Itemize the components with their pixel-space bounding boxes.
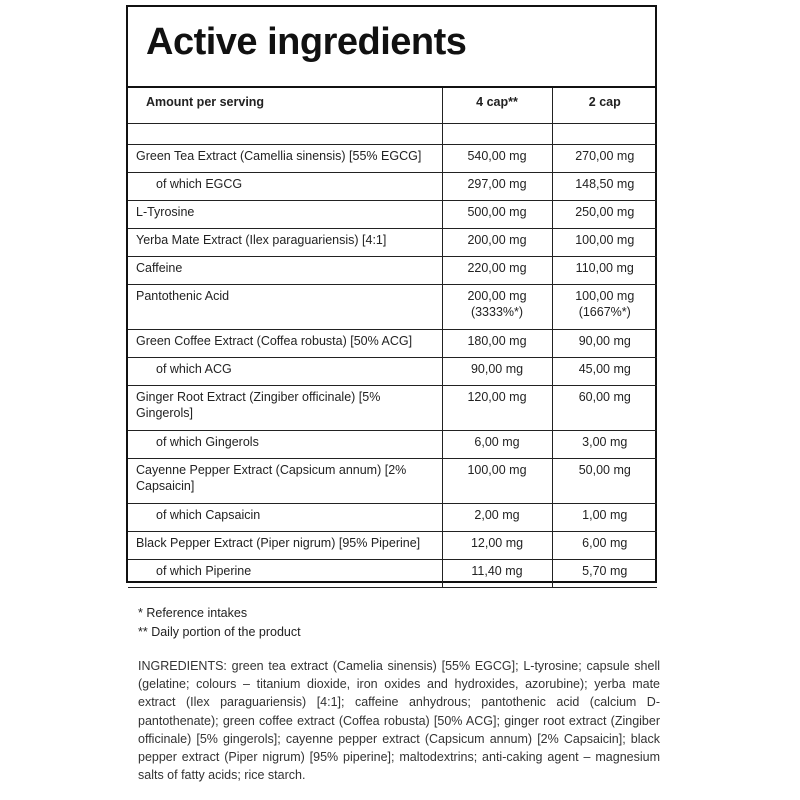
- table-row: [128, 201, 657, 229]
- amount-4-cap: [442, 560, 552, 588]
- amount-2-cap: [552, 173, 657, 201]
- amount-2-cap: [552, 504, 657, 532]
- footnotes: [138, 604, 301, 642]
- amount-4-cap: [442, 358, 552, 386]
- amount-value: 3,00 mg: [582, 435, 628, 449]
- ingredient-name: Black Pepper Extract (Piper nigrum) [95% Piperine]: [128, 532, 442, 560]
- amount-value: 50,00 mg: [578, 463, 631, 477]
- amount-4-cap: [442, 257, 552, 285]
- amount-value: 11,40 mg: [471, 564, 523, 578]
- footnote-reference-intakes: * Reference intakes: [138, 606, 248, 620]
- amount-2-cap: [552, 560, 657, 588]
- ingredient-name: Ginger Root Extract (Zingiber officinale) [5% Gingerols]: [128, 386, 442, 431]
- table-row: [128, 257, 657, 285]
- amount-2-cap: [552, 201, 657, 229]
- footnote-daily-portion: ** Daily portion of the product: [138, 625, 301, 639]
- amount-2-cap: [552, 459, 657, 504]
- ingredient-name: of which Capsaicin: [128, 504, 442, 532]
- amount-4-cap: [442, 431, 552, 459]
- ingredient-name: L-Tyrosine: [128, 201, 442, 229]
- ingredients-table: [128, 88, 657, 588]
- amount-2-cap: [552, 358, 657, 386]
- amount-value: 250,00 mg: [575, 205, 635, 219]
- amount-value: 110,00 mg: [575, 261, 634, 275]
- amount-value: 100,00 mg: [467, 463, 527, 477]
- table-header-row: [128, 88, 657, 124]
- nutrition-panel: [126, 5, 657, 583]
- amount-4-cap: [442, 459, 552, 504]
- table-row: [128, 532, 657, 560]
- table-subrow: [128, 504, 657, 532]
- table-row: [128, 386, 657, 431]
- table-row: [128, 330, 657, 358]
- amount-2-cap: [552, 330, 657, 358]
- amount-2-cap: [552, 145, 657, 173]
- panel-title: Active ingredients: [146, 21, 467, 63]
- reference-intake-percent: (3333%*): [470, 305, 524, 319]
- ingredient-name: Cayenne Pepper Extract (Capsicum annum) [2% Capsaicin]: [128, 459, 442, 504]
- amount-2-cap: [552, 386, 657, 431]
- amount-value: 297,00 mg: [467, 177, 527, 191]
- header-4-cap: 4 cap**: [442, 88, 552, 124]
- amount-value: 1,00 mg: [582, 508, 628, 522]
- amount-4-cap: [442, 145, 552, 173]
- table-row: [128, 459, 657, 504]
- spacer-row: [128, 124, 657, 145]
- amount-value: 180,00 mg: [467, 334, 527, 348]
- amount-value: 220,00 mg: [467, 261, 527, 275]
- table-subrow: [128, 358, 657, 386]
- ingredients-text: INGREDIENTS: green tea extract (Camelia sinensis) [55% EGCG]; L-tyrosine; capsule shell (gelatine; colours – titanium dioxide, iron oxides and hydroxides, azorubine); yerba mate extract (Ilex paraguariensis) [4:1]; caffeine anhydrous; pantothenic acid (calcium D-pantothenate); green coffee extract (Coffea robusta) [50% ACG]; ginger root extract (Zingiber officinale) [5% gingerols]; cayenne pepper extract (Capsicum annum) [2% Capsaicin]; black pepper extract (Piper nigrum) [95% piperine]; maltodextrins; anti-caking agent – magnesium salts of fatty acids; rice starch.: [138, 659, 660, 783]
- amount-value: 45,00 mg: [578, 362, 631, 376]
- amount-value: 2,00 mg: [474, 508, 520, 522]
- table-row: [128, 285, 657, 330]
- amount-4-cap: [442, 504, 552, 532]
- amount-value: 120,00 mg: [467, 390, 527, 404]
- table-subrow: [128, 560, 657, 588]
- reference-intake-percent: (1667%*): [578, 305, 631, 319]
- amount-4-cap: [442, 229, 552, 257]
- amount-value: 200,00 mg: [467, 289, 527, 303]
- amount-value: 200,00 mg: [467, 233, 527, 247]
- amount-value: 540,00 mg: [467, 149, 527, 163]
- table-row: [128, 229, 657, 257]
- ingredient-name: Yerba Mate Extract (Ilex paraguariensis) [4:1]: [128, 229, 442, 257]
- ingredient-name: of which Gingerols: [128, 431, 442, 459]
- amount-value: 100,00 mg: [575, 289, 635, 303]
- amount-4-cap: [442, 201, 552, 229]
- amount-4-cap: [442, 285, 552, 330]
- amount-value: 6,00 mg: [582, 536, 628, 550]
- ingredient-name: of which EGCG: [128, 173, 442, 201]
- table-subrow: [128, 173, 657, 201]
- amount-value: 270,00 mg: [575, 149, 635, 163]
- amount-value: 90,00 mg: [578, 334, 631, 348]
- ingredient-name: of which Piperine: [128, 560, 442, 588]
- amount-value: 60,00 mg: [578, 390, 631, 404]
- amount-value: 5,70 mg: [582, 564, 628, 578]
- ingredient-name: Green Coffee Extract (Coffea robusta) [50% ACG]: [128, 330, 442, 358]
- amount-value: 148,50 mg: [575, 177, 635, 191]
- amount-4-cap: [442, 532, 552, 560]
- amount-value: 90,00 mg: [470, 362, 524, 376]
- amount-4-cap: [442, 330, 552, 358]
- amount-value: 100,00 mg: [575, 233, 635, 247]
- amount-2-cap: [552, 229, 657, 257]
- header-2-cap: 2 cap: [552, 88, 657, 124]
- ingredient-name: of which ACG: [128, 358, 442, 386]
- table-row: [128, 145, 657, 173]
- amount-2-cap: [552, 257, 657, 285]
- amount-value: 6,00 mg: [474, 435, 520, 449]
- header-amount-per-serving: Amount per serving: [128, 88, 442, 124]
- amount-2-cap: [552, 285, 657, 330]
- ingredient-name: Green Tea Extract (Camellia sinensis) [55% EGCG]: [128, 145, 442, 173]
- amount-4-cap: [442, 386, 552, 431]
- amount-value: 12,00 mg: [470, 536, 524, 550]
- amount-2-cap: [552, 431, 657, 459]
- ingredient-name: Pantothenic Acid: [128, 285, 442, 330]
- amount-2-cap: [552, 532, 657, 560]
- ingredient-name: Caffeine: [128, 257, 442, 285]
- table-subrow: [128, 431, 657, 459]
- amount-value: 500,00 mg: [467, 205, 527, 219]
- amount-4-cap: [442, 173, 552, 201]
